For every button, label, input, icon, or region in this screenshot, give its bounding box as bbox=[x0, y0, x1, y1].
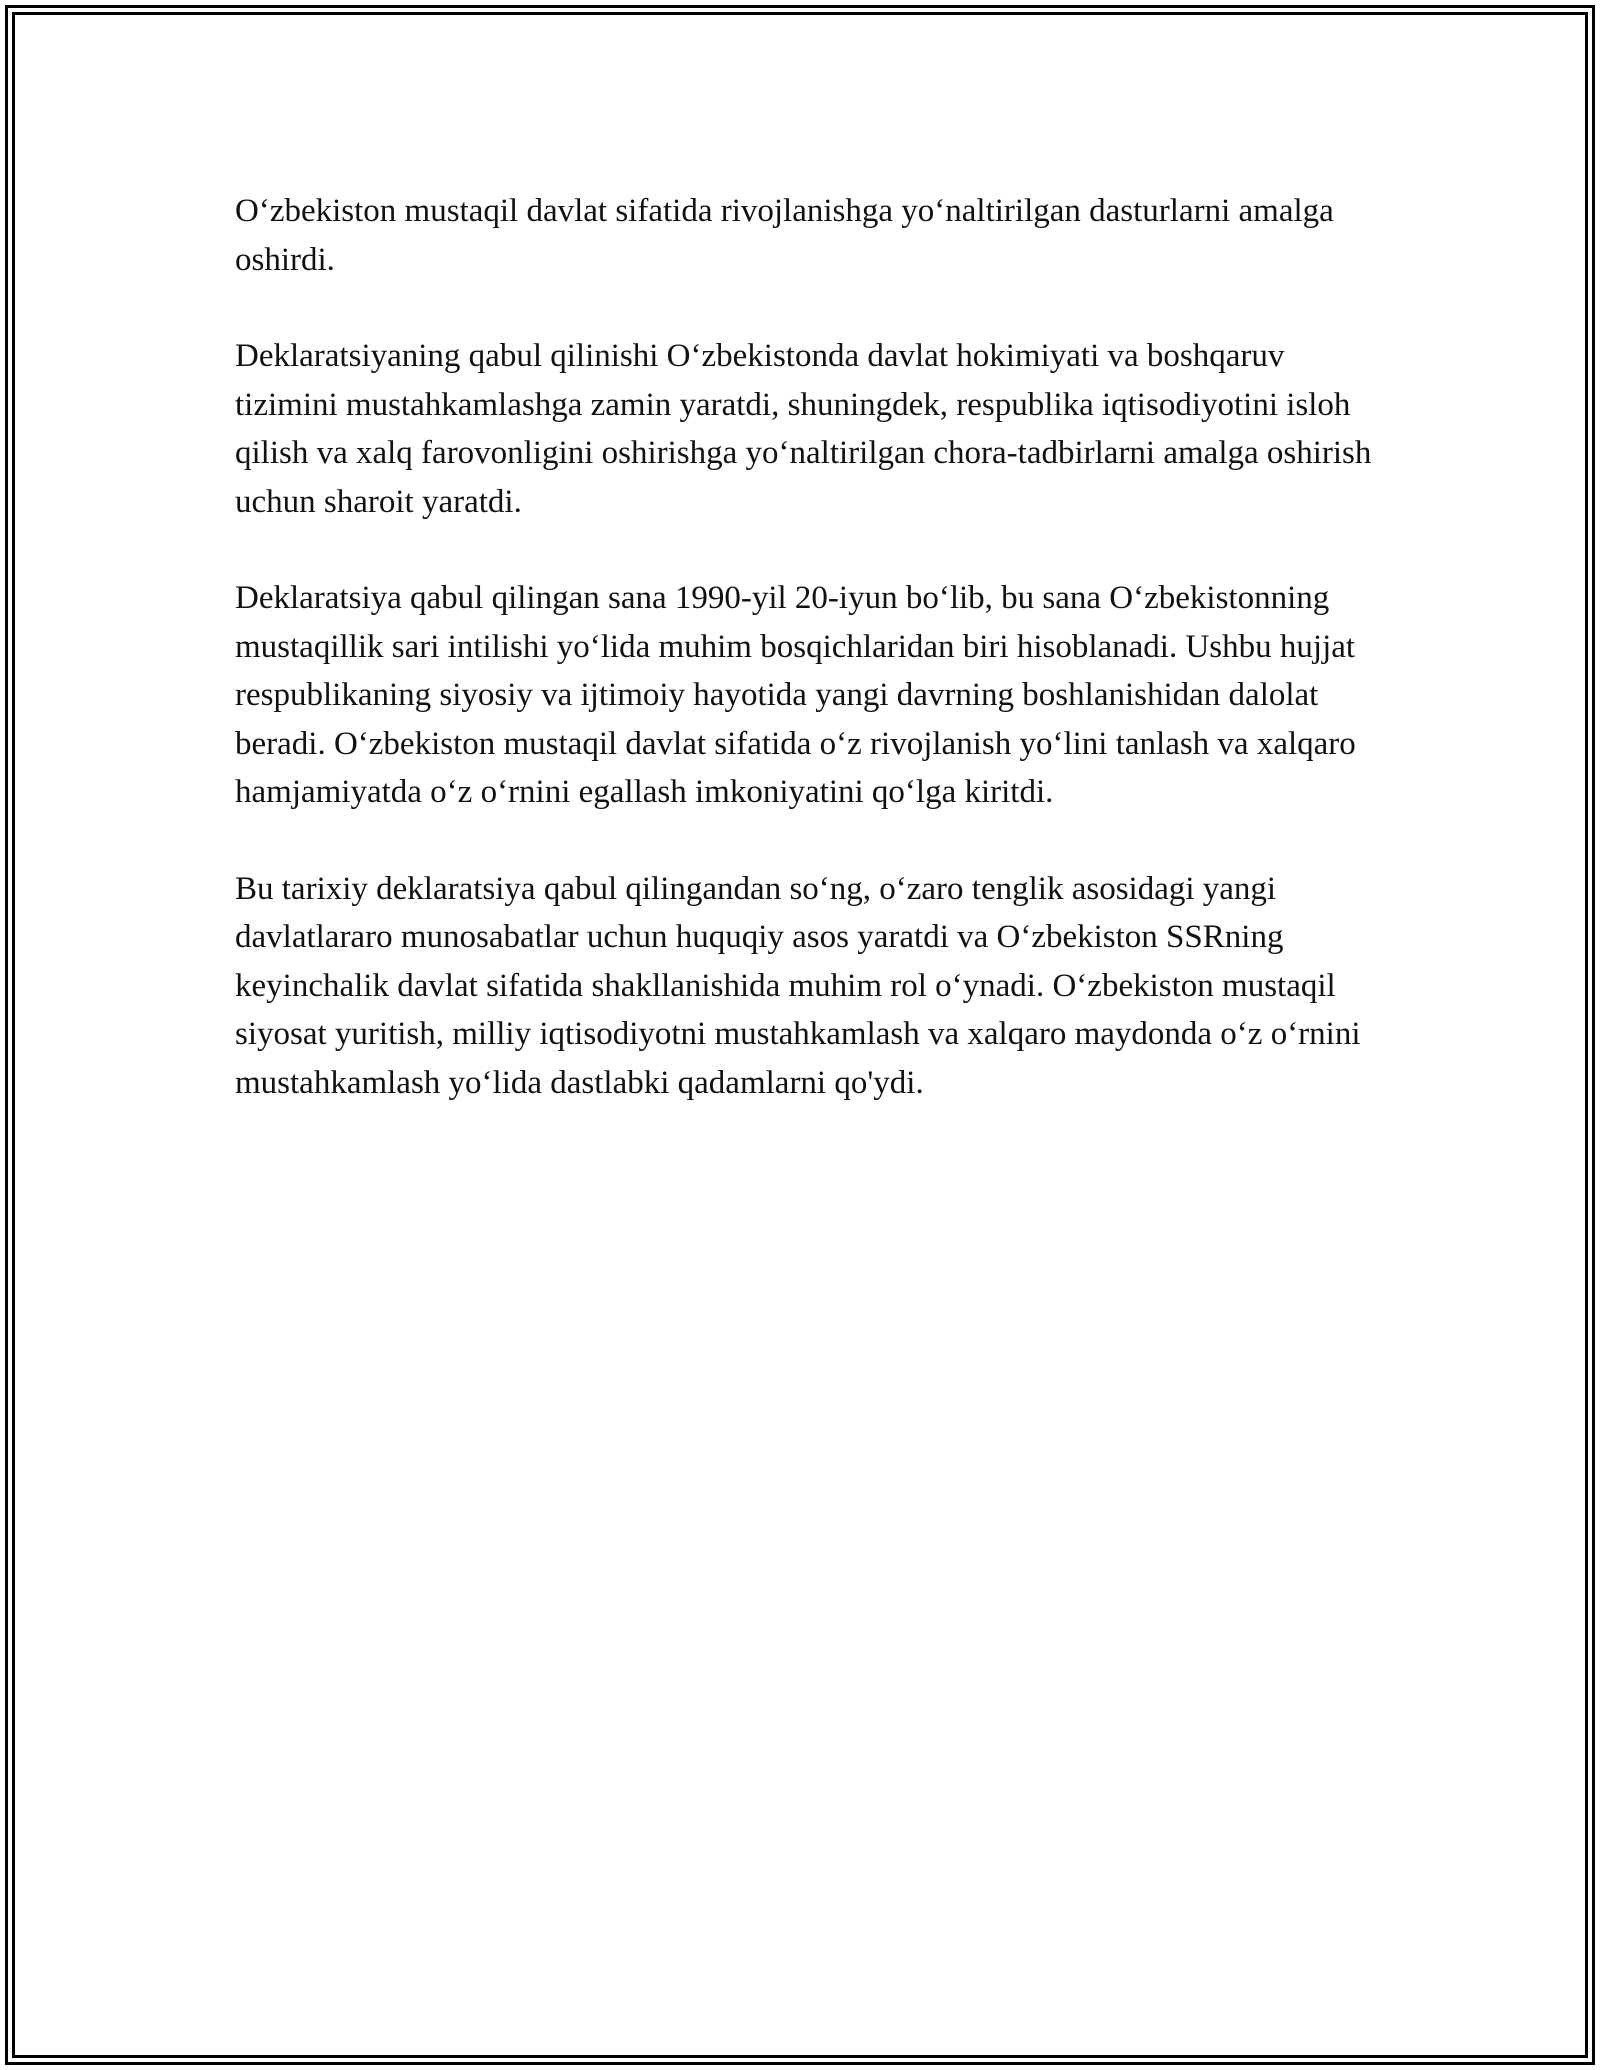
document-body bbox=[235, 187, 1385, 1155]
paragraph-3: Deklaratsiya qabul qilingan sana 1990-yil 20-iyun boʻlib, bu sana Oʻzbekistonning mustaqillik sari intilishi yoʻlida muhim bosqichlaridan biri hisoblanadi. Ushbu hujjat respublikaning siyosiy va ijtimoiy hayotida yangi davrning boshlanishidan dalolat beradi. Oʻzbekiston mustaqil davlat sifatida oʻz rivojlanish yoʻlini tanlash va xalqaro hamjamiyatda oʻz oʻrnini egallash imkoniyatini qoʻlga kiritdi. bbox=[235, 580, 1356, 810]
paragraph-1: Oʻzbekiston mustaqil davlat sifatida rivojlanishga yoʻnaltirilgan dasturlarni amalga oshirdi. bbox=[235, 193, 1334, 278]
paragraph-2: Deklaratsiyaning qabul qilinishi Oʻzbekistonda davlat hokimiyati va boshqaruv tizimini mustahkamlashga zamin yaratdi, shuningdek, respublika iqtisodiyotini isloh qilish va xalq farovonligini oshirishga yoʻnaltirilgan chora-tadbirlarni amalga oshirish uchun sharoit yaratdi. bbox=[235, 338, 1372, 520]
paragraph-4: Bu tarixiy deklaratsiya qabul qilingandan soʻng, oʻzaro tenglik asosidagi yangi davlatlararo munosabatlar uchun huquqiy asos yaratdi va Oʻzbekiston SSRning keyinchalik davlat sifatida shakllanishida muhim rol oʻynadi. Oʻzbekiston mustaqil siyosat yuritish, milliy iqtisodiyotni mustahkamlash va xalqaro maydonda oʻz oʻrnini mustahkamlash yoʻlida dastlabki qadamlarni qo'ydi. bbox=[235, 870, 1361, 1101]
